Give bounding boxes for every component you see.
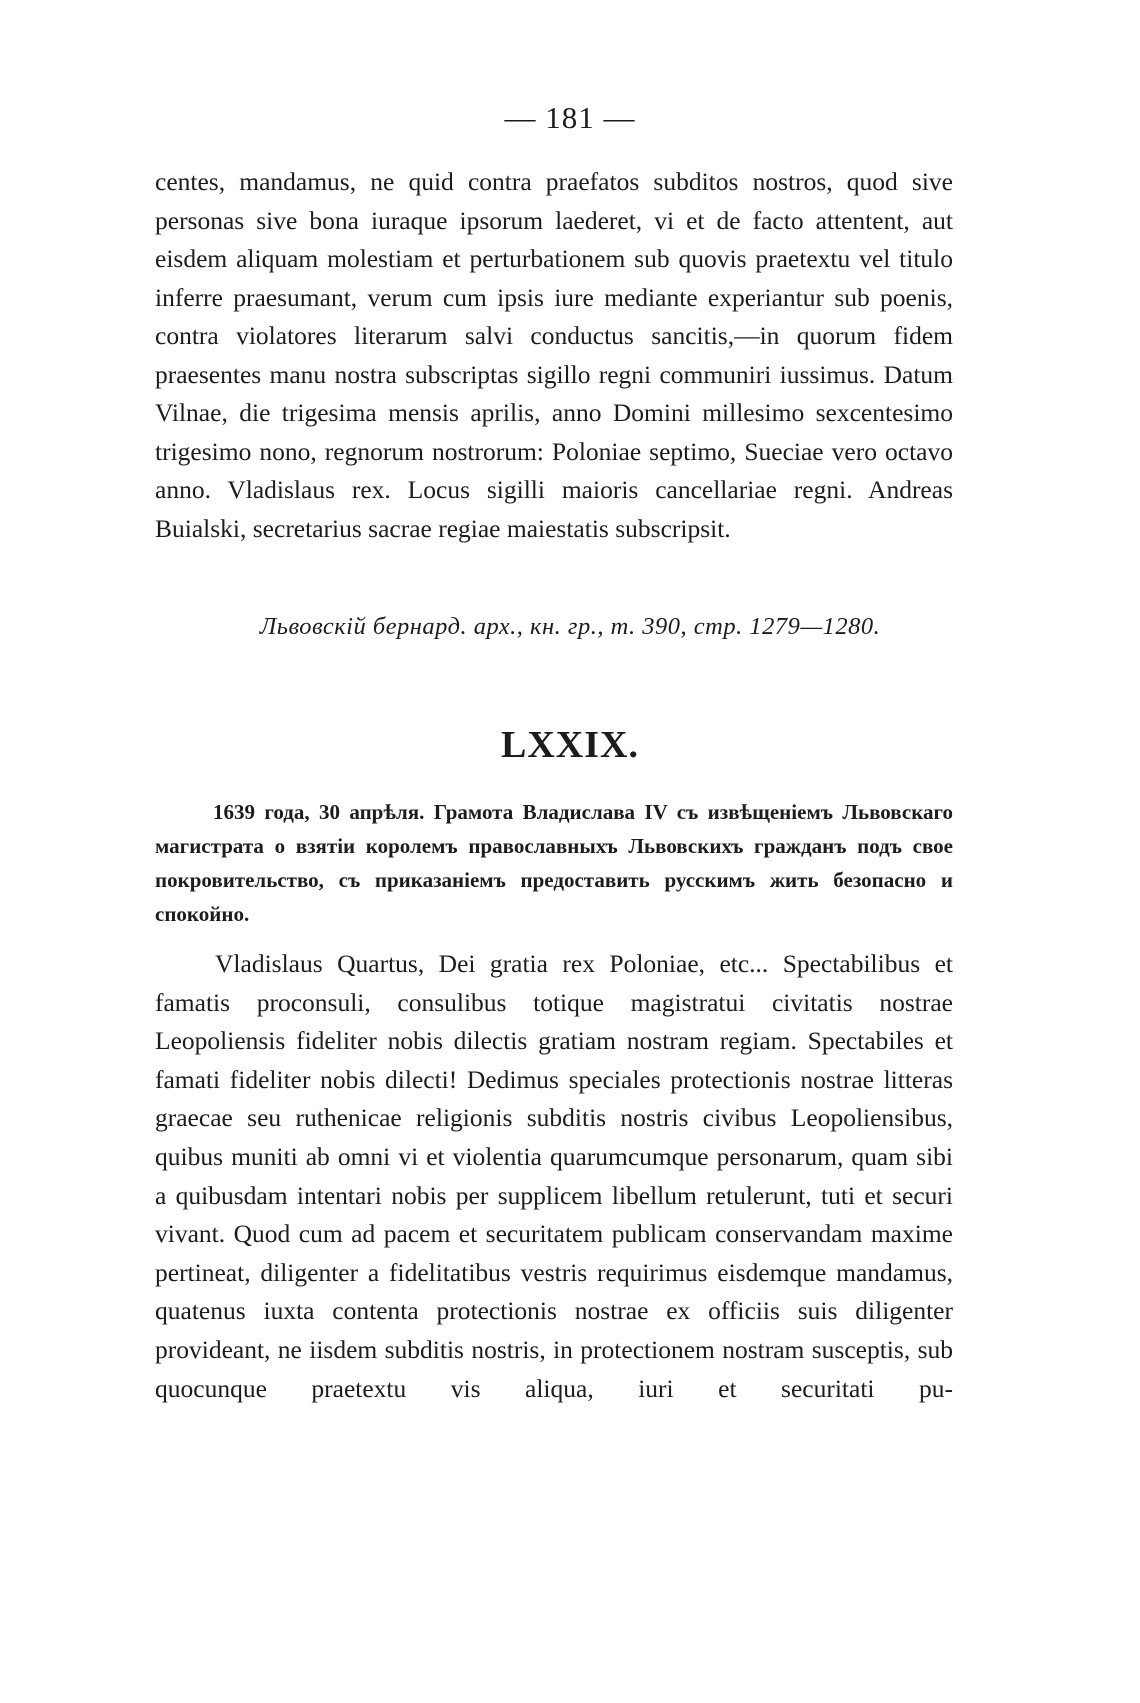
document-summary [155, 795, 953, 931]
continuation-text: centes, mandamus, ne quid contra praefatos subditos nostros, quod sive personas sive bona iuraque ipsorum laederet, vi et de facto attentent, aut eisdem aliquam molestiam et perturbationem sub quovis praetextu vel titulo inferre praesumant, verum cum ipsis iure mediante experiantur sub poenis, contra violatores literarum salvi conductus sancitis,—in quorum fidem praesentes manu nostra subscriptas sigillo regni communiri iussimus. Datum Vilnae, die trigesima mensis aprilis, anno Domini millesimo sexcentesimo trigesimo nono, regnorum nostrorum: Poloniae septimo, Sueciae vero octavo anno. Vladislaus rex. Locus sigilli maioris cancellariae regni. Andreas Buialski, secretarius sacrae regiae maiestatis subscripsit. [155, 167, 953, 543]
document-body-text: Vladislaus Quartus, Dei gratia rex Poloniae, etc... Spectabilibus et famatis proconsuli, consulibus totique magistratui civitatis nostrae Leopoliensis fideliter nobis dilectis gratiam nostram regiam. Spectabiles et famati fideliter nobis dilecti! Dedimus speciales protectionis nostrae litteras graecae seu ruthenicae religionis subditis nostris civibus Leopoliensibus, quibus muniti ab omni vi et violentia quarumcumque personarum, quam sibi a quibusdam intentari nobis per supplicem libellum retulerunt, tuti et securi vivant. Quod cum ad pacem et securitatem publicam conservandam maxime pertineat, diligenter a fidelitatibus vestris requirimus eisdemque mandamus, quatenus iuxta contenta protectionis nostrae ex officiis suis diligenter provideant, ne iisdem subditis nostris, in protectionem nostram susceptis, sub quocunque praetextu vis aliqua, iuri et securitati pu- [155, 949, 953, 1403]
document-body [155, 945, 953, 1408]
archive-source-citation: Львовскій бернард. арх., кн. гр., т. 390, стр. 1279—1280. [259, 613, 881, 640]
page-number: — 181 — [504, 100, 636, 135]
summary-text: 1639 года, 30 апрѣля. Грамота Владислава IV съ извѣщеніемъ Львовскаго магистрата о взятіи королемъ православныхъ Львовскихъ гражданъ подъ свое покровительство, съ приказаніемъ предоставить русскимъ жить безопасно и спокойно. [155, 800, 953, 926]
continuation-paragraph [155, 163, 953, 548]
document-number-heading: LXXIX. [501, 724, 639, 766]
